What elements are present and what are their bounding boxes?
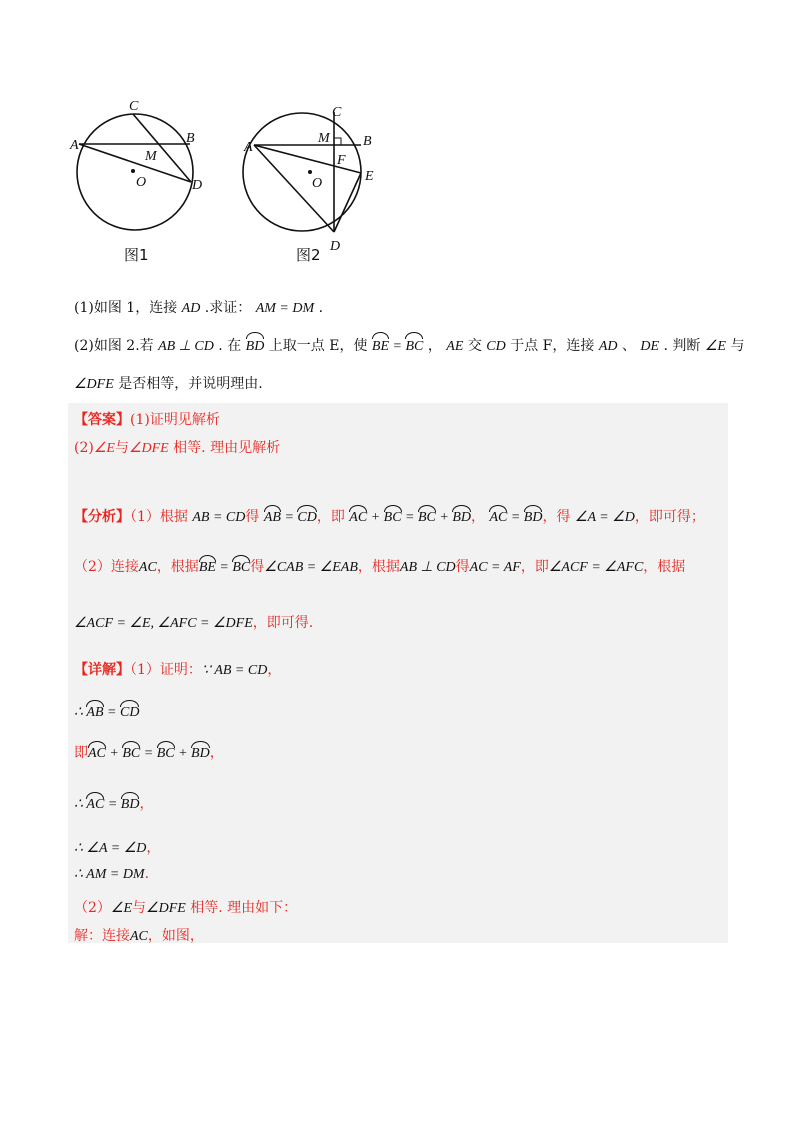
figure2-label-d: D	[330, 239, 341, 254]
answer-a1: (1)证明见解析	[130, 412, 220, 428]
analysis-l2-arc-bc: BC	[232, 556, 250, 576]
analysis-l2-t6: ，即	[520, 559, 549, 575]
q2-ad: AD	[598, 339, 618, 354]
question-part2-line2	[74, 374, 263, 395]
q2-t7: . 判断	[663, 338, 701, 354]
question-part2-line1	[74, 333, 744, 357]
detail-l7-angle-dfe: ∠DFE	[146, 901, 186, 916]
analysis-l1-arc-ab: AB	[264, 506, 281, 526]
analysis-l2-t2: ，根据	[156, 559, 199, 575]
detail-l2-arc-cd: CD	[120, 701, 139, 721]
q2-prefix: (2)如图 2.若	[74, 338, 154, 354]
detail-tag: 【详解】	[74, 662, 130, 678]
analysis-l2-f3: AC = AF	[469, 560, 521, 575]
detail-l7-suffix: 相等. 理由如下：	[185, 900, 298, 916]
figure1-circle	[77, 114, 193, 230]
figure2-right-angle-mark	[334, 138, 341, 145]
analysis-line2	[74, 556, 685, 576]
analysis-l1-t3: ，即	[316, 509, 345, 525]
detail-l7-prefix: （2）	[74, 900, 111, 916]
analysis-l1-arc-cd: CD	[297, 506, 316, 526]
detail-l7-mid: 与	[132, 900, 147, 916]
analysis-l2-f4: ∠ACF = ∠AFC	[548, 560, 644, 575]
analysis-l2-ac: AC	[138, 560, 157, 575]
analysis-l1-t5: ，得	[542, 509, 571, 525]
figure2-label-c: C	[332, 105, 342, 120]
detail-l6-end: .	[144, 866, 150, 882]
figure1-center-dot	[131, 169, 135, 173]
detail-l2-arc-ab: AB	[86, 701, 103, 721]
q2-t2: 上取一点 E，使	[268, 338, 368, 354]
q2-t4: 交	[467, 338, 482, 354]
figure-2	[243, 112, 361, 232]
q2-cd: CD	[486, 339, 506, 354]
q2-t9: 是否相等，并说明理由.	[118, 376, 263, 392]
detail-line1	[74, 659, 281, 679]
figure2-label-a: A	[244, 140, 253, 155]
analysis-l1-t1: （1）根据	[130, 509, 188, 525]
figure-1	[77, 114, 193, 230]
detail-l1-formula: ∵ AB = CD	[201, 663, 268, 678]
detail-l4-therefore: ∴	[74, 797, 87, 812]
figure-area	[68, 92, 428, 282]
analysis-l2-arc-be: BE	[199, 556, 216, 576]
analysis-l2-t7: ，根据	[643, 559, 686, 575]
q2-de: DE	[640, 339, 660, 354]
q1-ad: AD	[181, 301, 201, 316]
q2-arc-bc: BC	[405, 333, 423, 357]
answer-line1	[74, 409, 220, 429]
figure1-label-m: M	[145, 149, 157, 164]
figure2-label-m: M	[318, 131, 330, 146]
detail-l3-ji: 即	[74, 745, 88, 761]
q2-arc-be: BE	[372, 333, 389, 357]
analysis-l1-arc-ac: AC	[349, 506, 367, 526]
q2-angle-e: ∠E	[704, 339, 726, 354]
detail-l3-arc-ac: AC	[88, 742, 106, 762]
detail-l2-therefore: ∴	[74, 705, 87, 720]
figure2-center-dot	[308, 170, 312, 174]
analysis-l1-arc-bc: BC	[384, 506, 402, 526]
analysis-l2-f1: ∠CAB = ∠EAB	[264, 560, 358, 575]
q2-perp: AB ⊥ CD	[158, 339, 214, 354]
detail-l8-end: ，如图，	[147, 928, 204, 944]
figure2-chord-de	[334, 173, 361, 232]
answer-a2-suffix: 相等. 理由见解析	[168, 440, 281, 456]
analysis-l1-eq: =	[280, 510, 298, 525]
detail-l3-plus: +	[105, 746, 123, 761]
question-part1	[74, 298, 323, 319]
geometry-figures	[68, 92, 428, 282]
analysis-line3	[74, 612, 313, 632]
figure2-label-b: B	[363, 134, 372, 149]
detail-l3-arc-bd: BD	[191, 742, 210, 762]
detail-line6	[74, 866, 149, 883]
detail-l4-arc-ac: AC	[86, 793, 104, 813]
detail-l2-eq: =	[103, 705, 120, 720]
answer-a2-mid: 与	[114, 440, 129, 456]
q2-angle-dfe: ∠DFE	[74, 377, 114, 392]
q2-t3: ，	[427, 338, 442, 354]
analysis-l2-t3: 得	[250, 559, 265, 575]
q2-t5: 于点 F，连接	[510, 338, 595, 354]
figure2-label-f: F	[337, 153, 346, 168]
q2-eq: =	[389, 339, 406, 354]
q1-end: .	[318, 300, 324, 316]
analysis-l1-plus: +	[367, 510, 384, 525]
analysis-l2-t4: ，根据	[357, 559, 400, 575]
analysis-l1-f2: ∠A = ∠D	[574, 510, 635, 525]
detail-l8-ac: AC	[130, 929, 148, 944]
analysis-l2-f2: AB ⊥ CD	[399, 560, 456, 575]
detail-line7	[74, 897, 297, 917]
detail-l3-arc-bc2: BC	[157, 742, 175, 762]
analysis-l1-arc-bd2: BD	[524, 506, 543, 526]
figure2-caption: 图2	[296, 246, 321, 264]
detail-line2	[74, 701, 139, 721]
answer-tag: 【答案】	[74, 412, 130, 428]
analysis-l3-t1: ，即可得.	[252, 615, 314, 631]
analysis-l1-arc-ac2: AC	[489, 506, 507, 526]
figure2-label-e: E	[365, 169, 374, 184]
detail-line8	[74, 925, 204, 945]
analysis-l1-t2: 得	[245, 509, 260, 525]
figure1-label-c: C	[129, 99, 139, 114]
q2-ae: AE	[446, 339, 464, 354]
detail-line3: 即AC + BC = BC + BD，	[74, 742, 224, 762]
analysis-l2-t1: （2）连接	[74, 559, 139, 575]
q2-t1: . 在	[218, 338, 242, 354]
analysis-l2-eq: =	[215, 560, 233, 575]
analysis-tag: 【分析】	[74, 509, 130, 525]
analysis-line1: 【分析】（1）根据 AB = CD得 AB = CD，即 AC + BC = BC + BD， AC = BD，得 ∠A = ∠D，即可得；	[74, 506, 705, 526]
answer-a2-angle-e: ∠E	[93, 441, 115, 456]
q1-prefix: (1)如图 1，连接	[74, 300, 178, 316]
detail-l3-arc-bc: BC	[122, 742, 140, 762]
q2-arc-bd: BD	[246, 333, 265, 357]
analysis-l1-t6: ，即可得；	[634, 509, 705, 525]
detail-l4-end: ，	[139, 796, 154, 812]
figure1-label-a: A	[70, 138, 79, 153]
answer-a2-prefix: (2)	[74, 440, 94, 456]
analysis-l3-f1: ∠ACF = ∠E, ∠AFC = ∠DFE	[74, 616, 253, 631]
analysis-l1-f1: AB = CD	[192, 510, 246, 525]
detail-l3-eq: =	[140, 746, 157, 761]
figure2-label-o: O	[312, 176, 323, 191]
detail-l8-text: 解：连接	[74, 928, 130, 944]
answer-line2	[74, 437, 280, 457]
figure1-caption: 图1	[124, 246, 149, 264]
figure1-label-d: D	[192, 178, 203, 193]
analysis-l2-t5: 得	[455, 559, 470, 575]
detail-l3-end: ，	[209, 745, 224, 761]
detail-l4-arc-bd: BD	[121, 793, 140, 813]
analysis-l1-arc-bd: BD	[452, 506, 471, 526]
figure1-label-o: O	[136, 175, 147, 190]
detail-line5	[74, 837, 160, 857]
answer-a2-angle-dfe: ∠DFE	[128, 441, 169, 456]
detail-l6: ∴ AM = DM	[74, 867, 145, 882]
detail-l7-angle-e: ∠E	[110, 901, 133, 916]
q2-t6: 、	[621, 338, 636, 354]
q1-mid: .求证：	[204, 300, 252, 316]
detail-l1-end: ，	[267, 662, 282, 678]
detail-l1-text: （1）证明：	[130, 662, 202, 678]
detail-l4-eq: =	[104, 797, 121, 812]
figure1-label-b: B	[186, 131, 195, 146]
q1-formula: AM = DM	[255, 301, 315, 316]
detail-l5: ∴ ∠A = ∠D	[74, 841, 147, 856]
detail-line4	[74, 793, 153, 813]
detail-l5-end: ，	[146, 840, 161, 856]
analysis-l1-t4: ，	[471, 509, 485, 525]
q2-t8: 与	[730, 338, 745, 354]
analysis-l1-arc-bc2: BC	[418, 506, 436, 526]
